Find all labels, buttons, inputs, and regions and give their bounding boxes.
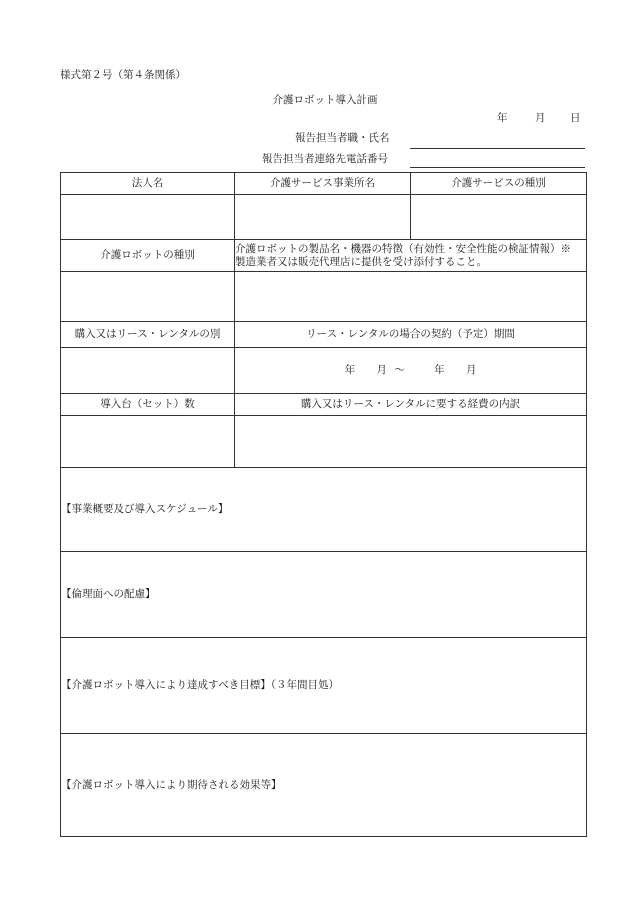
period-end-year: 年 xyxy=(434,364,445,376)
reporter-phone-label: 報告担当者連絡先電話番号 xyxy=(262,153,388,165)
header-lease-period: リース・レンタルの場合の契約（予定）期間 xyxy=(235,322,587,348)
period-start-year: 年 xyxy=(344,364,356,376)
header-units: 導入台（セット）数 xyxy=(61,394,235,416)
product-features-input-cell[interactable] xyxy=(235,272,587,322)
section-effects[interactable]: 【介護ロボット導入により期待される効果等】 xyxy=(61,734,587,837)
service-type-input-cell[interactable] xyxy=(411,195,587,240)
cost-breakdown-input-cell[interactable] xyxy=(235,416,587,468)
section-overview[interactable]: 【事業概要及び導入スケジュール】 xyxy=(61,468,587,552)
date-day-label: 日 xyxy=(570,112,581,124)
header-corporation: 法人名 xyxy=(61,173,235,195)
purchase-or-lease-input-cell[interactable] xyxy=(61,348,235,394)
robot-type-input-cell[interactable] xyxy=(61,272,235,322)
date-year-label: 年 xyxy=(497,112,508,124)
date-month-label: 月 xyxy=(535,112,546,124)
corporation-input-cell[interactable] xyxy=(61,195,235,240)
units-input-cell[interactable] xyxy=(61,416,235,468)
section-goals[interactable]: 【介護ロボット導入により達成すべき目標】（３年間目処） xyxy=(61,638,587,734)
header-purchase-or-lease: 購入又はリース・レンタルの別 xyxy=(61,322,235,348)
plan-table xyxy=(60,172,587,837)
form-number: 様式第２号（第４条関係） xyxy=(60,69,186,81)
header-product-features: 介護ロボットの製品名・機器の特徴（有効性・安全性能の検証情報）※ 製造業者又は販売代理店に提供を受け添付すること。 xyxy=(235,240,587,272)
lease-period-input-cell[interactable] xyxy=(235,348,587,394)
section-ethics[interactable]: 【倫理面への配慮】 xyxy=(61,552,587,638)
period-end-month: 月 xyxy=(465,364,477,376)
header-office: 介護サービス事業所名 xyxy=(235,173,411,195)
period-tilde: 〜 xyxy=(394,364,405,376)
reporter-name-label: 報告担当者職・氏名 xyxy=(295,132,390,144)
reporter-name-field[interactable] xyxy=(410,148,585,149)
office-input-cell[interactable] xyxy=(235,195,411,240)
reporter-phone-field[interactable] xyxy=(410,167,585,168)
page-title: 介護ロボット導入計画 xyxy=(272,94,378,106)
header-service-type: 介護サービスの種別 xyxy=(411,173,587,195)
header-cost-breakdown: 購入又はリース・レンタルに要する経費の内訳 xyxy=(235,394,587,416)
period-start-month: 月 xyxy=(376,364,387,376)
header-robot-type: 介護ロボットの種別 xyxy=(61,240,235,272)
